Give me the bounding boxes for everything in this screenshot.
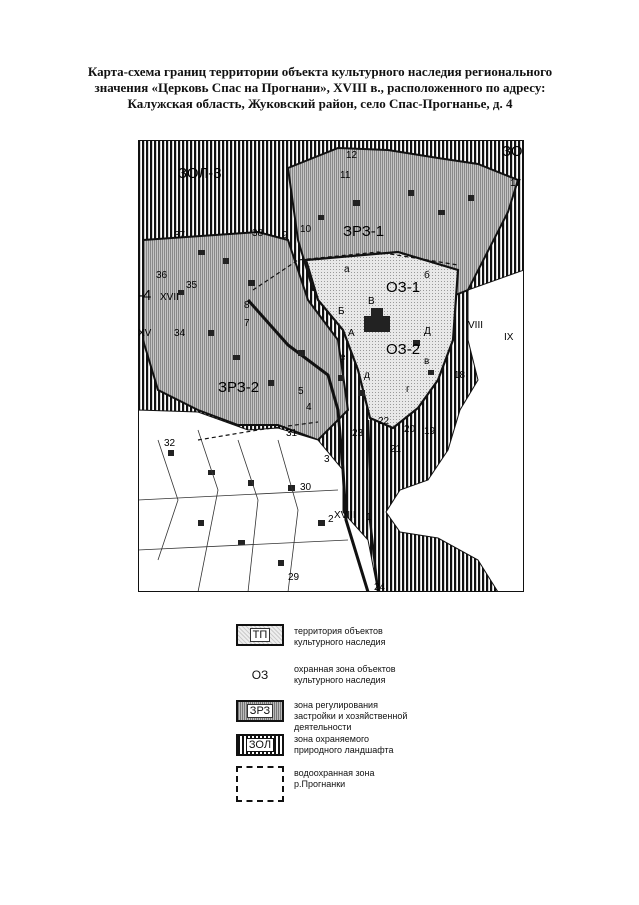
legend-zol-text-2: природного ландшафта [294,745,394,755]
legend-zrz-text-2: застройки и хозяйственной [294,711,408,721]
letter-v-upper: В [368,296,375,307]
point-2: 2 [328,514,334,525]
point-3: 3 [324,454,330,465]
letter-b-upper: Б [338,306,345,317]
point-19: 19 [424,426,436,437]
zone-zo-partial: ЗО [502,143,523,160]
letter-v-lower: в [424,356,430,367]
letter-b-lower: б [424,270,430,281]
letter-e-lower: е [340,352,346,363]
legend-tp-code: ТП [250,628,271,642]
legend-oz-swatch [236,664,284,686]
point-35: 35 [186,280,198,291]
point-29: 29 [288,572,300,583]
point-17: 17 [510,178,522,189]
letter-a-lower: а [344,264,350,275]
legend-zrz-swatch [236,700,284,722]
legend-oz-code: ОЗ [251,668,269,682]
zone-zol4-partial: -4 [138,287,152,304]
point-11: 11 [340,170,351,181]
point-38: 38 [252,228,264,239]
zone-zrz2: ЗРЗ-2 [218,379,260,396]
title-line-2: значения «Церковь Спас на Прогнани», XVIII в., расположенного по адресу: [94,80,546,95]
letter-d-lower: д [364,370,370,381]
roman-xviii: XVIII [334,510,356,521]
point-37: 37 [174,230,186,241]
church-icon [364,316,390,332]
legend-zol-text [294,734,444,756]
point-32: 32 [164,438,176,449]
zone-zol3: ЗОЛ-3 [178,165,222,182]
point-20: 20 [404,424,416,435]
legend-zrz-text-1: зона регулирования [294,700,378,710]
roman-xv: XV [138,328,152,339]
legend-oz-text-1: охранная зона объектов [294,664,396,674]
letter-a-upper: А [348,328,355,339]
letter-g-lower: г [406,384,410,395]
zone-oz2: ОЗ-2 [386,341,421,358]
legend-zol-swatch [236,734,284,756]
scheme-map [138,140,524,592]
legend-vz-swatch [236,766,284,802]
zone-zrz1: ЗРЗ-1 [343,223,385,240]
point-9: 9 [282,230,288,241]
legend-zrz-text [294,700,444,733]
point-8: 8 [244,300,250,311]
legend-tp-text-1: территория объектов [294,626,383,636]
legend-zrz-code: ЗРЗ [247,704,273,718]
point-21: 21 [390,444,402,455]
legend-vz-text-2: р.Прогнанки [294,779,346,789]
point-10: 10 [300,224,312,235]
point-34: 34 [174,328,186,339]
point-22: 22 [378,416,390,427]
point-4: 4 [306,402,312,413]
letter-d-upper: Д [424,326,431,337]
zone-oz1: ОЗ-1 [386,279,421,296]
legend-zol-code: ЗОЛ [246,738,274,752]
map-title [40,64,600,112]
point-24: 24 [374,582,386,592]
legend-vz-text-1: водоохранная зона [294,768,375,778]
title-line-1: Карта-схема границ территории объекта культурного наследия регионального [87,64,553,79]
point-30: 30 [300,482,312,493]
point-5: 5 [298,386,304,397]
legend-tp-text [294,626,444,648]
title-line-3: Калужская область, Жуковский район, село Спас-Прогнанье, д. 4 [127,96,513,111]
church-tower-icon [371,308,383,316]
legend-zol-text-1: зона охраняемого [294,734,370,744]
point-36: 36 [156,270,168,281]
roman-ix: IX [504,332,514,343]
roman-viii: VIII [468,320,484,331]
legend-oz-text [294,664,444,686]
point-23: 23 [352,428,364,439]
legend-tp-text-2: культурного наследия [294,637,386,647]
point-18: 18 [454,370,466,381]
legend-vz-text [294,768,444,790]
roman-xvii: XVII [160,292,179,303]
legend-oz-text-2: культурного наследия [294,675,386,685]
legend-zrz-text-3: деятельности [294,722,352,732]
point-12: 12 [346,150,358,161]
point-7: 7 [244,318,250,329]
point-31: 31 [286,428,298,439]
point-1: 1 [366,512,372,523]
legend-tp-swatch [236,624,284,646]
